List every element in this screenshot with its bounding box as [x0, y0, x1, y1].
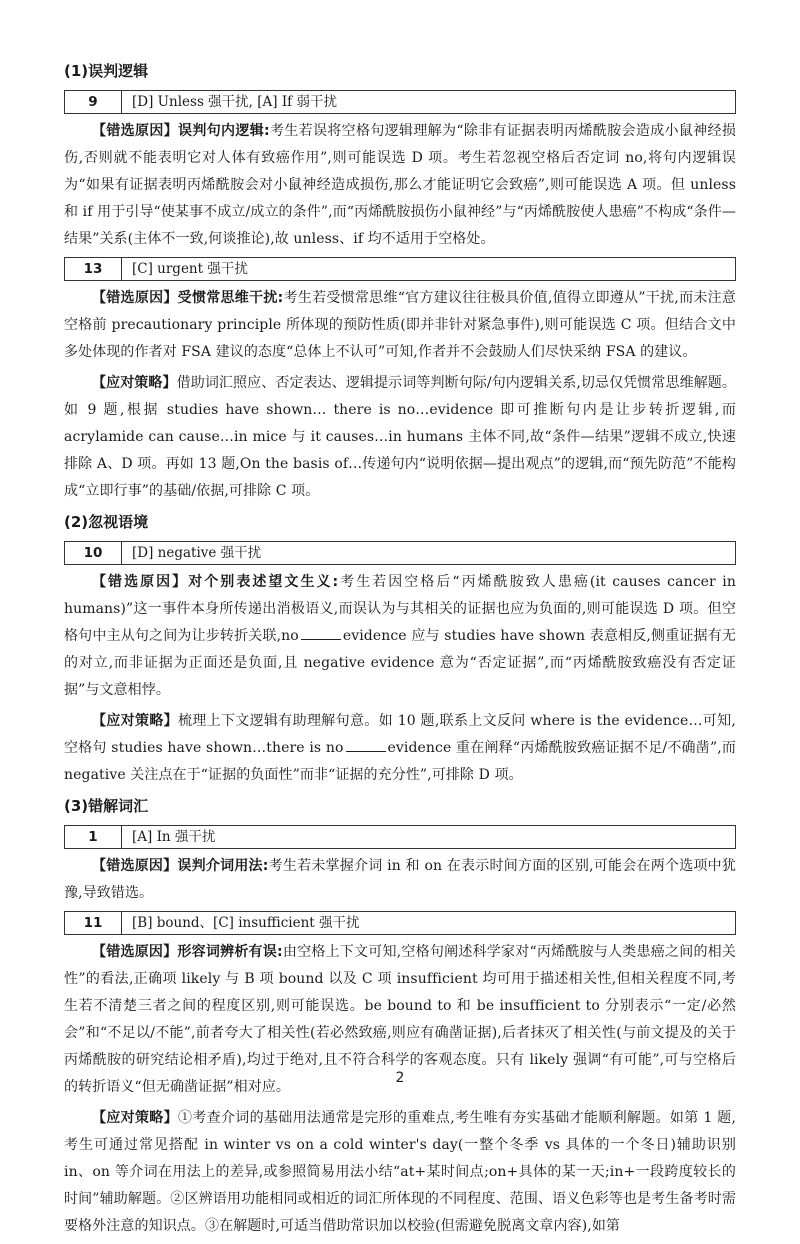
fill-blank — [301, 625, 341, 640]
question-number: 9 — [65, 91, 122, 113]
question-options: [D] negative 强干扰 — [132, 545, 262, 561]
fill-blank — [346, 737, 386, 752]
strategy-text-b: evidence 重在阐释“丙烯酰胺致癌证据不足/不确凿”,而 negative 关注点在于“证据的负面性”而非“证据的充分性”,可排除 D 项。 — [64, 740, 737, 783]
strategy-text: ①考查介词的基础用法通常是完形的重难点,考生唯有夯实基础才能顺利解题。如第 1 题,考生可通过常见搭配 in winter vs on a cold winter's day(一整个冬季 vs 具体的一个冬日)辅助识别 in、on 等介词在用法上的差异,或参照简易用法小结“at+某时间点;on+具体的某一天;in+一段跨度较长的时间”辅助解题。②区辨语用功能相同或相近的词汇所体现的不同程度、范围、语义色彩等也是考生备考时需要格外注意的知识点。③在解题时,可适当借助常识加以校验(但需避免脱离文章内容),如第 — [64, 1110, 736, 1234]
paragraph-reason-q13 — [64, 285, 736, 366]
question-options: [B] bound、[C] insufficient 强干扰 — [132, 915, 360, 931]
question-box-9 — [64, 90, 736, 114]
paragraph-reason-q10 — [64, 569, 736, 704]
question-number: 10 — [65, 542, 122, 564]
reason-text: 考生若受惯常思维“官方建议往往极具价值,值得立即遵从”干扰,而未注意空格前 precautionary principle 所体现的预防性质(即并非针对紧急事件),则可能误选 C 项。但结合文中多处体现的作者对 FSA 建议的态度“总体上不认可”可知,作者并不会鼓励人们尽快采纳 FSA 的建议。 — [64, 290, 736, 360]
reason-text: 考生若未掌握介词 in 和 on 在表示时间方面的区别,可能会在两个选项中犹豫,导致错选。 — [64, 858, 736, 901]
question-options: [A] In 强干扰 — [132, 829, 216, 845]
paragraph-strategy-q10 — [64, 708, 736, 789]
question-box-1 — [64, 825, 736, 849]
question-box-11 — [64, 911, 736, 935]
reason-tag: 【错选原因】对个别表述望文生义: — [92, 574, 339, 590]
paragraph-reason-q9 — [64, 118, 736, 253]
document-page — [64, 60, 736, 1244]
strategy-text: 借助词汇照应、否定表达、逻辑提示词等判断句际/句内逻辑关系,切忌仅凭惯常思维解题。如 9 题,根据 studies have shown… there is no…evidence 即可推断句内是让步转折逻辑,而 acrylamide can cause…in mice 与 it causes…in humans 主体不同,故“条件—结果”逻辑不成立,快速排除 A、D 项。再如 13 题,On the basis of…传递句内“说明依据—提出观点”的逻辑,而“预先防范”不能构成“立即行事”的基础/依据,可排除 C 项。 — [64, 375, 736, 499]
strategy-tag: 【应对策略】 — [92, 375, 177, 391]
paragraph-reason-q1 — [64, 853, 736, 907]
reason-tag: 【错选原因】误判句内逻辑: — [92, 123, 270, 139]
strategy-tag: 【应对策略】 — [92, 713, 178, 729]
paragraph-strategy-q11 — [64, 1105, 736, 1240]
section-heading-misjudged-logic: (1)误判逻辑 — [64, 62, 149, 80]
reason-tag: 【错选原因】受惯常思维干扰: — [92, 290, 284, 306]
reason-text: 考生若误将空格句逻辑理解为“除非有证据表明丙烯酰胺会造成小鼠神经损伤,否则就不能表明它对人体有致癌作用”,则可能误选 D 项。考生若忽视空格后否定词 no,将句内逻辑误为“如果有证据表明丙烯酰胺会对小鼠神经造成损伤,那么才能证明它会致癌”,则可能误选 A 项。但 unless 和 if 用于引导“使某事不成立/成立的条件”,而“丙烯酰胺损伤小鼠神经”与“丙烯酰胺使人患癌”不构成“条件—结果”关系(主体不一致,何谈推论),故 unless、if 均不适用于空格处。 — [64, 123, 736, 247]
strategy-text-a: 梳理上下文逻辑有助理解句意。如 10 题,联系上文反问 where is the evidence…可知,空格句 studies have shown…there is no — [64, 713, 736, 756]
strategy-tag: 【应对策略】 — [92, 1110, 178, 1126]
question-number: 1 — [65, 826, 122, 848]
section-heading-vocabulary: (3)错解词汇 — [64, 797, 149, 815]
question-box-13 — [64, 257, 736, 281]
reason-tag: 【错选原因】误判介词用法: — [92, 858, 269, 874]
question-number: 13 — [65, 258, 122, 280]
page-number: 2 — [395, 1070, 405, 1086]
reason-text-a: 考生若因空格后“丙烯酰胺致人患癌(it causes cancer in humans)”这一事件本身所传递出消极语义,而误认为与其相关的证据也应为负面的,则可能误选 D 项。但空格句中主从句之间为让步转折关联,no — [64, 574, 736, 644]
reason-tag: 【错选原因】形容词辨析有误: — [92, 944, 283, 960]
question-options: [D] Unless 强干扰, [A] If 弱干扰 — [132, 94, 337, 110]
section-heading-context: (2)忽视语境 — [64, 513, 149, 531]
question-options: [C] urgent 强干扰 — [132, 261, 248, 277]
reason-text-b: evidence 应与 studies have shown 表意相反,侧重证据有无的对立,而非证据为正面还是负面,且 negative evidence 意为“否定证据”,而“丙烯酰胺致癌没有否定证据”与文意相悖。 — [64, 628, 736, 698]
question-number: 11 — [65, 912, 122, 934]
paragraph-strategy-q13 — [64, 370, 736, 505]
question-box-10 — [64, 541, 736, 565]
reason-text: 由空格上下文可知,空格句阐述科学家对“丙烯酰胺与人类患癌之间的相关性”的看法,正确项 likely 与 B 项 bound 以及 C 项 insufficient 均可用于描述相关性,但相关程度不同,考生若不清楚三者之间的程度区别,则可能误选。be bound to 和 be insufficient to 分别表示“一定/必然会”和“不足以/不能”,前者夸大了相关性(若必然致癌,则应有确凿证据),后者抹灭了相关性(与前文提及的关于丙烯酰胺的研究结论相矛盾),均过于绝对,且不符合科学的客观态度。只有 likely 强调“有可能”,可与空格后的转折语义“但无确凿证据”相对应。 — [64, 944, 737, 1095]
